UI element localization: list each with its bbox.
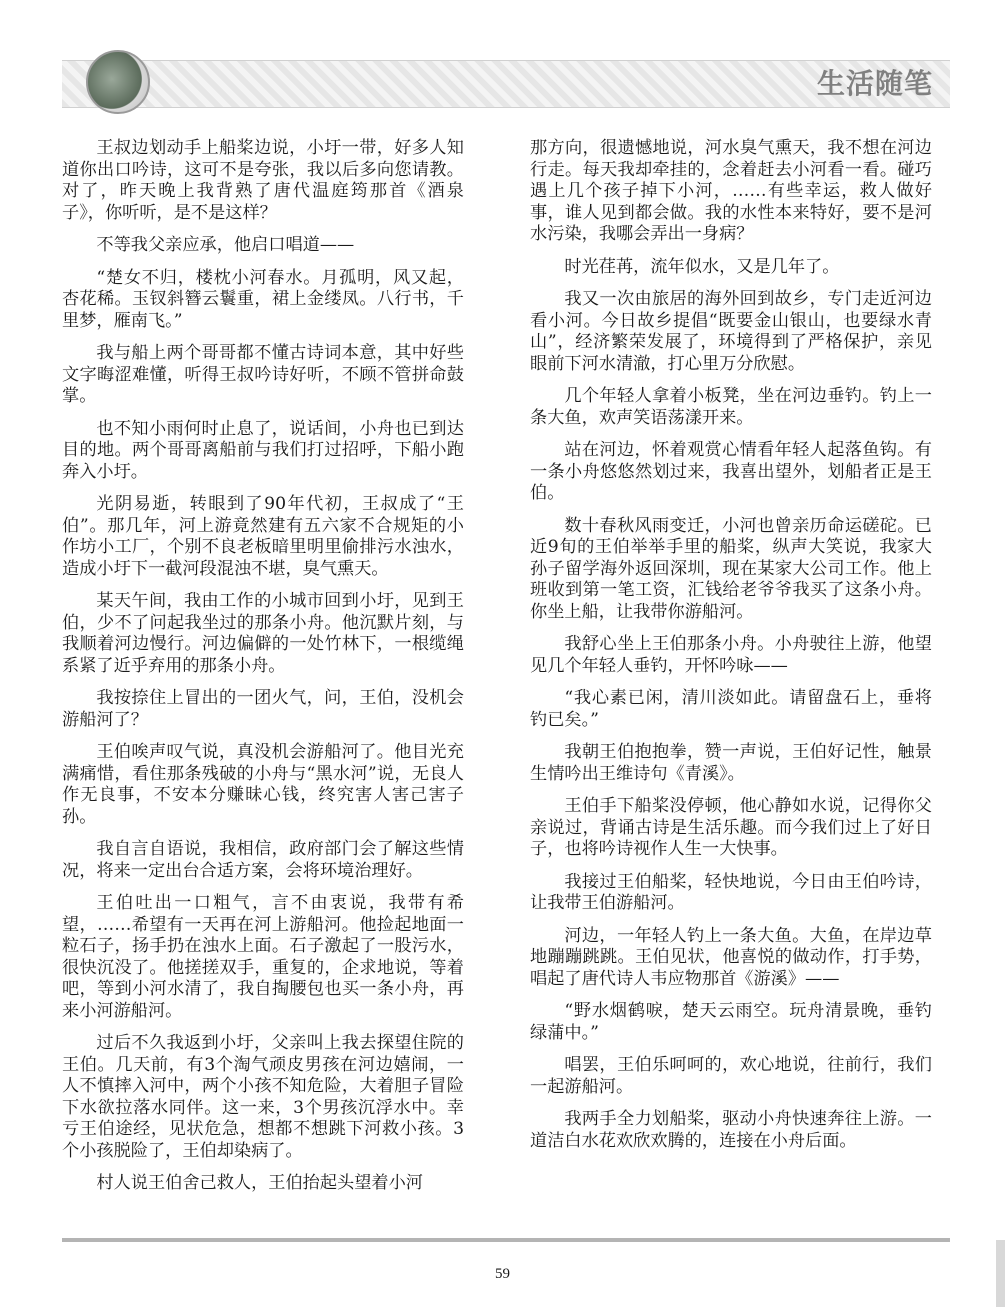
paragraph: 不等我父亲应承，他启口唱道—— bbox=[96, 235, 355, 255]
paragraph: 村人说王伯舍己救人，王伯抬起头望着小河 bbox=[96, 1173, 423, 1193]
paragraph: “楚女不归，楼枕小河春水。月孤明，风又起，杏花稀。玉钗斜簪云鬟重，裙上金缕凤。八行书，千里梦，雁南飞。” bbox=[62, 267, 464, 331]
paragraph: 光阴易逝，转眼到了90年代初，王叔成了“王伯”。那几年，河上游竟然建有五六家不合规矩的小作坊小工厂，个别不良老板暗里明里偷排污水浊水，造成小圩下一截河段混浊不堪，臭气熏天。 bbox=[62, 494, 464, 579]
paragraph: 王叔边划动手上船桨边说，小圩一带，好多人知道你出口吟诗，这可不是夸张，我以后多向您请教。对了，昨天晚上我背熟了唐代温庭筠那首《酒泉子》，你听听，是不是这样？ bbox=[62, 138, 464, 223]
paragraph: 我舒心坐上王伯那条小舟。小舟驶往上游，他望见几个年轻人垂钓，开怀吟咏—— bbox=[530, 634, 932, 676]
paragraph: 站在河边，怀着观赏心情看年轻人起落鱼钩。有一条小舟悠悠然划过来，我喜出望外，划船者正是王伯。 bbox=[530, 440, 932, 503]
paragraph: 我两手全力划船桨，驱动小舟快速奔往上游。一道洁白水花欢欣欢腾的，连接在小舟后面。 bbox=[530, 1109, 932, 1151]
paragraph: 我自言自语说，我相信，政府部门会了解这些情况，将来一定出台合适方案，会将环境治理好。 bbox=[62, 839, 464, 881]
paragraph: 我朝王伯抱抱拳，赞一声说，王伯好记性，触景生情吟出王维诗句《青溪》。 bbox=[530, 742, 932, 784]
paragraph: 某天午间，我由工作的小城市回到小圩，见到王伯，少不了问起我坐过的那条小舟。他沉默片刻，与我顺着河边慢行。河边偏僻的一处竹林下，一根缆绳系紧了近乎弃用的那条小舟。 bbox=[62, 591, 464, 676]
page-number: 59 bbox=[495, 1266, 510, 1282]
section-title: 生活随笔 bbox=[816, 67, 933, 100]
paragraph: 王伯唉声叹气说，真没机会游船河了。他目光充满痛惜，看住那条残破的小舟与“黑水河”说，无良人作无良事，不安本分赚昧心钱，终究害人害己害子孙。 bbox=[62, 742, 464, 827]
paragraph: 唱罢，王伯乐呵呵的，欢心地说，往前行，我们一起游船河。 bbox=[530, 1055, 932, 1097]
paragraph: 王伯手下船桨没停顿，他心静如水说，记得你父亲说过，背诵古诗是生活乐趣。而今我们过上了好日子，也将吟诗视作人生一大快事。 bbox=[530, 796, 932, 859]
article-right-column bbox=[530, 138, 932, 1163]
paragraph: 过后不久我返到小圩，父亲叫上我去探望住院的王伯。几天前，有3个淘气顽皮男孩在河边嬉闹，一人不慎摔入河中，两个小孩不知危险，大着胆子冒险下水欲拉落水同伴。这一来，3个男孩沉浮水中。幸亏王伯途经，见状危急，想都不想跳下河救小孩。3个小孩脱险了，王伯却染病了。 bbox=[62, 1033, 464, 1161]
paragraph: 王伯吐出一口粗气，言不由衷说，我带有希望，……希望有一天再在河上游船河。他捡起地面一粒石子，扬手扔在浊水上面。石子激起了一股污水，很快沉没了。他搓搓双手，重复的，企求地说，等着吧，等到小河水清了，我自掏腰包也买一条小舟，再来小河游船河。 bbox=[62, 893, 464, 1021]
paragraph: 我与船上两个哥哥都不懂古诗词本意，其中好些文字晦涩难懂，听得王叔吟诗好听，不顾不管拼命鼓掌。 bbox=[62, 343, 464, 406]
paragraph: 几个年轻人拿着小板凳，坐在河边垂钓。钓上一条大鱼，欢声笑语荡漾开来。 bbox=[530, 386, 932, 428]
paragraph: “野水烟鹤唳，楚天云雨空。玩舟清景晚，垂钓绿蒲中。” bbox=[530, 1001, 932, 1043]
paragraph: 河边，一年轻人钓上一条大鱼。大鱼，在岸边草地蹦蹦跳跳。王伯见状，他喜悦的做动作，打手势，唱起了唐代诗人韦应物那首《游溪》—— bbox=[530, 925, 932, 989]
paragraph: 我按捺住上冒出的一团火气，问，王伯，没机会游船河了？ bbox=[62, 688, 464, 730]
paragraph: 也不知小雨何时止息了，说话间，小舟也已到达目的地。两个哥哥离船前与我们打过招呼，下船小跑奔入小圩。 bbox=[62, 418, 464, 482]
paragraph: 数十春秋风雨变迁，小河也曾亲历命运磋砣。已近9旬的王伯举举手里的船桨，纵声大笑说，我家大孙子留学海外返回深圳，现在某家大公司工作。他上班收到第一笔工资，汇钱给老爷爷我买了这条小舟。你坐上船，让我带你游船河。 bbox=[530, 515, 932, 622]
paragraph: “我心素已闲，清川淡如此。请留盘石上，垂将钓已矣。” bbox=[530, 688, 932, 730]
article-left-column bbox=[62, 138, 464, 1206]
paragraph: 我接过王伯船桨，轻快地说，今日由王伯吟诗，让我带王伯游船河。 bbox=[530, 871, 932, 913]
paragraph: 那方向，很遗憾地说，河水臭气熏天，我不想在河边行走。每天我却牵挂的，念着赶去小河看一看。碰巧遇上几个孩子掉下小河，……有些幸运，救人做好事，谁人见到都会做。我的水性本来特好，要不是河水污染，我哪会弄出一身病？ bbox=[530, 138, 932, 244]
footer-divider bbox=[62, 1238, 950, 1242]
paragraph: 时光荏苒，流年似水，又是几年了。 bbox=[564, 256, 840, 277]
landscape-emblem-icon bbox=[86, 50, 150, 114]
page-edge-bar bbox=[996, 1240, 1005, 1307]
paragraph: 我又一次由旅居的海外回到故乡，专门走近河边看小河。今日故乡提倡“既要金山银山，也要绿水青山”，经济繁荣发展了，环境得到了严格保护，亲见眼前下河水清澈，打心里万分欣慰。 bbox=[530, 289, 932, 374]
